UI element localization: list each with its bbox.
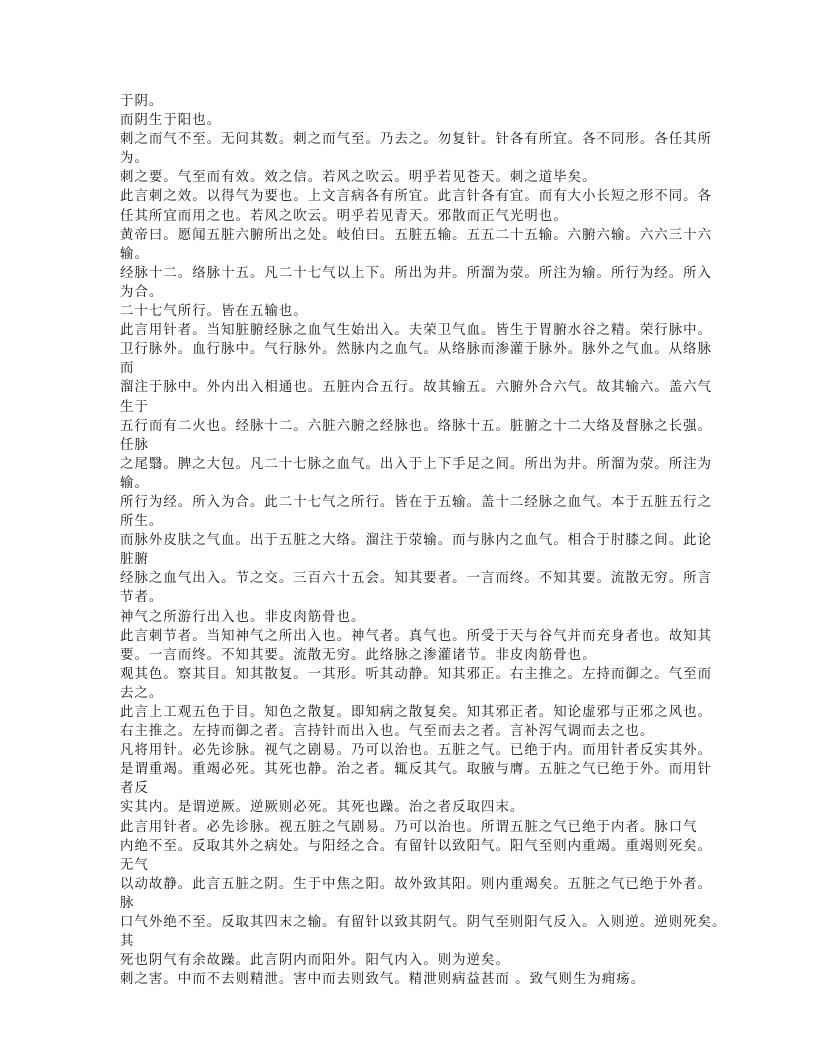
text-line: 而脉外皮肤之气血。出于五脏之大络。溜注于荥输。而与脉内之血气。相合于肘膝之间。此论 <box>120 533 713 549</box>
text-line: 刺之害。中而不去则精泄。害中而去则致气。精泄则病益甚而 。致气则生为痈疡。 <box>120 972 646 988</box>
text-line: 以动故静。此言五脏之阴。生于中焦之阳。故外致其阳。则内重竭矣。五脏之气已绝于外者。 <box>120 876 713 892</box>
text-line: 此言上工观五色于目。知色之散复。即知病之散复矣。知其邪正者。知论虚邪与正邪之风也。 <box>120 705 713 720</box>
text-line: 溜注于脉中。外内出入相通也。五脏内合五行。故其输五。六腑外合六气。故其输六。盖六气 <box>120 380 713 396</box>
text-line: 所生。 <box>120 514 164 530</box>
text-line: 此言刺之效。以得气为要也。上文言病各有所宜。此言针各有宜。而有大小长短之形不同。各 <box>120 189 713 205</box>
text-line: 为。 <box>120 151 149 167</box>
text-line: 任脉 <box>120 437 149 453</box>
text-line: 经脉之血气出入。节之交。三百六十五会。知其要者。一言而终。不知其要。流散无穷。所言 <box>120 571 713 587</box>
text-line: 输。 <box>120 246 149 262</box>
text-line: 为合。 <box>120 284 164 300</box>
text-line: 实其内。是谓逆厥。逆厥则必死。其死也躁。治之者反取四末。 <box>120 800 525 816</box>
text-line: 右主推之。左持而御之者。言持针而出入也。气至而去之者。言补泻气调而去之也。 <box>120 724 655 740</box>
text-line: 要。一言而终。不知其要。流散无穷。此络脉之渗灌诸节。非皮肉筋骨也。 <box>120 647 597 663</box>
text-line: 此言刺节者。当知神气之所出入也。神气者。真气也。所受于天与谷气并而充身者也。故知其 <box>120 628 713 644</box>
text-line: 脏腑 <box>120 552 149 568</box>
text-line: 生于 <box>120 399 149 415</box>
text-line: 于阴。 <box>120 94 164 109</box>
text-line: 此言用针者。当知脏腑经脉之血气生始出入。夫荣卫气血。皆生于胃腑水谷之精。荣行脉中。 <box>120 323 713 339</box>
text-line: 五行而有二火也。经脉十二。六脏六腑之经脉也。络脉十五。脏腑之十二大络及督脉之长强。 <box>120 418 713 434</box>
document-page <box>120 92 727 989</box>
text-line: 之尾翳。脾之大包。凡二十七脉之血气。出入于上下手足之间。所出为井。所溜为荥。所注为 <box>120 456 713 472</box>
text-line: 口气外绝不至。反取其四末之输。有留针以致其阴气。阴气至则阳气反入。入则逆。逆则死矣。 <box>120 915 727 931</box>
text-line: 刺之要。气至而有效。效之信。若风之吹云。明乎若见苍天。刺之道毕矣。 <box>120 170 597 186</box>
text-line: 所行为经。所入为合。此二十七气之所行。皆在于五输。盖十二经脉之血气。本于五脏五行之 <box>120 494 713 510</box>
text-line: 观其色。察其目。知其散复。一其形。听其动静。知其邪正。右主推之。左持而御之。气至而 <box>120 666 713 682</box>
text-line: 无气 <box>120 857 149 873</box>
text-line: 死也阴气有余故躁。此言阴内而阳外。阳气内入。则为逆矣。 <box>120 953 510 969</box>
text-line: 凡将用针。必先诊脉。视气之剧易。乃可以治也。五脏之气。已绝于内。而用针者反实其外。 <box>120 743 713 759</box>
text-line: 刺之而气不至。无问其数。刺之而气至。乃去之。勿复针。针各有所宜。各不同形。各任其所 <box>120 132 713 148</box>
text-line: 此言用针者。必先诊脉。视五脏之气剧易。乃可以治也。所谓五脏之气已绝于内者。脉口气 <box>120 819 698 835</box>
text-line: 节者。 <box>120 590 164 606</box>
text-line: 而阴生于阳也。 <box>120 113 222 129</box>
text-line: 输。 <box>120 475 149 491</box>
text-line: 内绝不至。反取其外之病处。与阳经之合。有留针以致阳气。阳气至则内重竭。重竭则死矣。 <box>120 838 713 854</box>
text-line: 二十七气所行。皆在五输也。 <box>120 304 308 320</box>
text-line: 脉 <box>120 895 135 911</box>
text-line: 经脉十二。络脉十五。凡二十七气以上下。所出为井。所溜为荥。所注为输。所行为经。所入 <box>120 265 713 281</box>
text-line: 而 <box>120 361 135 377</box>
text-line: 者反 <box>120 781 149 797</box>
text-line: 是谓重竭。重竭必死。其死也静。治之者。辄反其气。取腋与膺。五脏之气已绝于外。而用针 <box>120 762 713 778</box>
text-line: 其 <box>120 934 135 950</box>
text-line: 去之。 <box>120 685 164 701</box>
text-line: 神气之所游行出入也。非皮肉筋骨也。 <box>120 609 366 625</box>
text-line: 黄帝曰。愿闻五脏六腑所出之处。岐伯曰。五脏五输。五五二十五输。六腑六输。六六三十六 <box>120 227 713 243</box>
text-line: 任其所宜而用之也。若风之吹云。明乎若见青天。邪散而正气光明也。 <box>120 208 568 224</box>
text-line: 卫行脉外。血行脉中。气行脉外。然脉内之血气。从络脉而渗灌于脉外。脉外之气血。从络脉 <box>120 342 713 358</box>
